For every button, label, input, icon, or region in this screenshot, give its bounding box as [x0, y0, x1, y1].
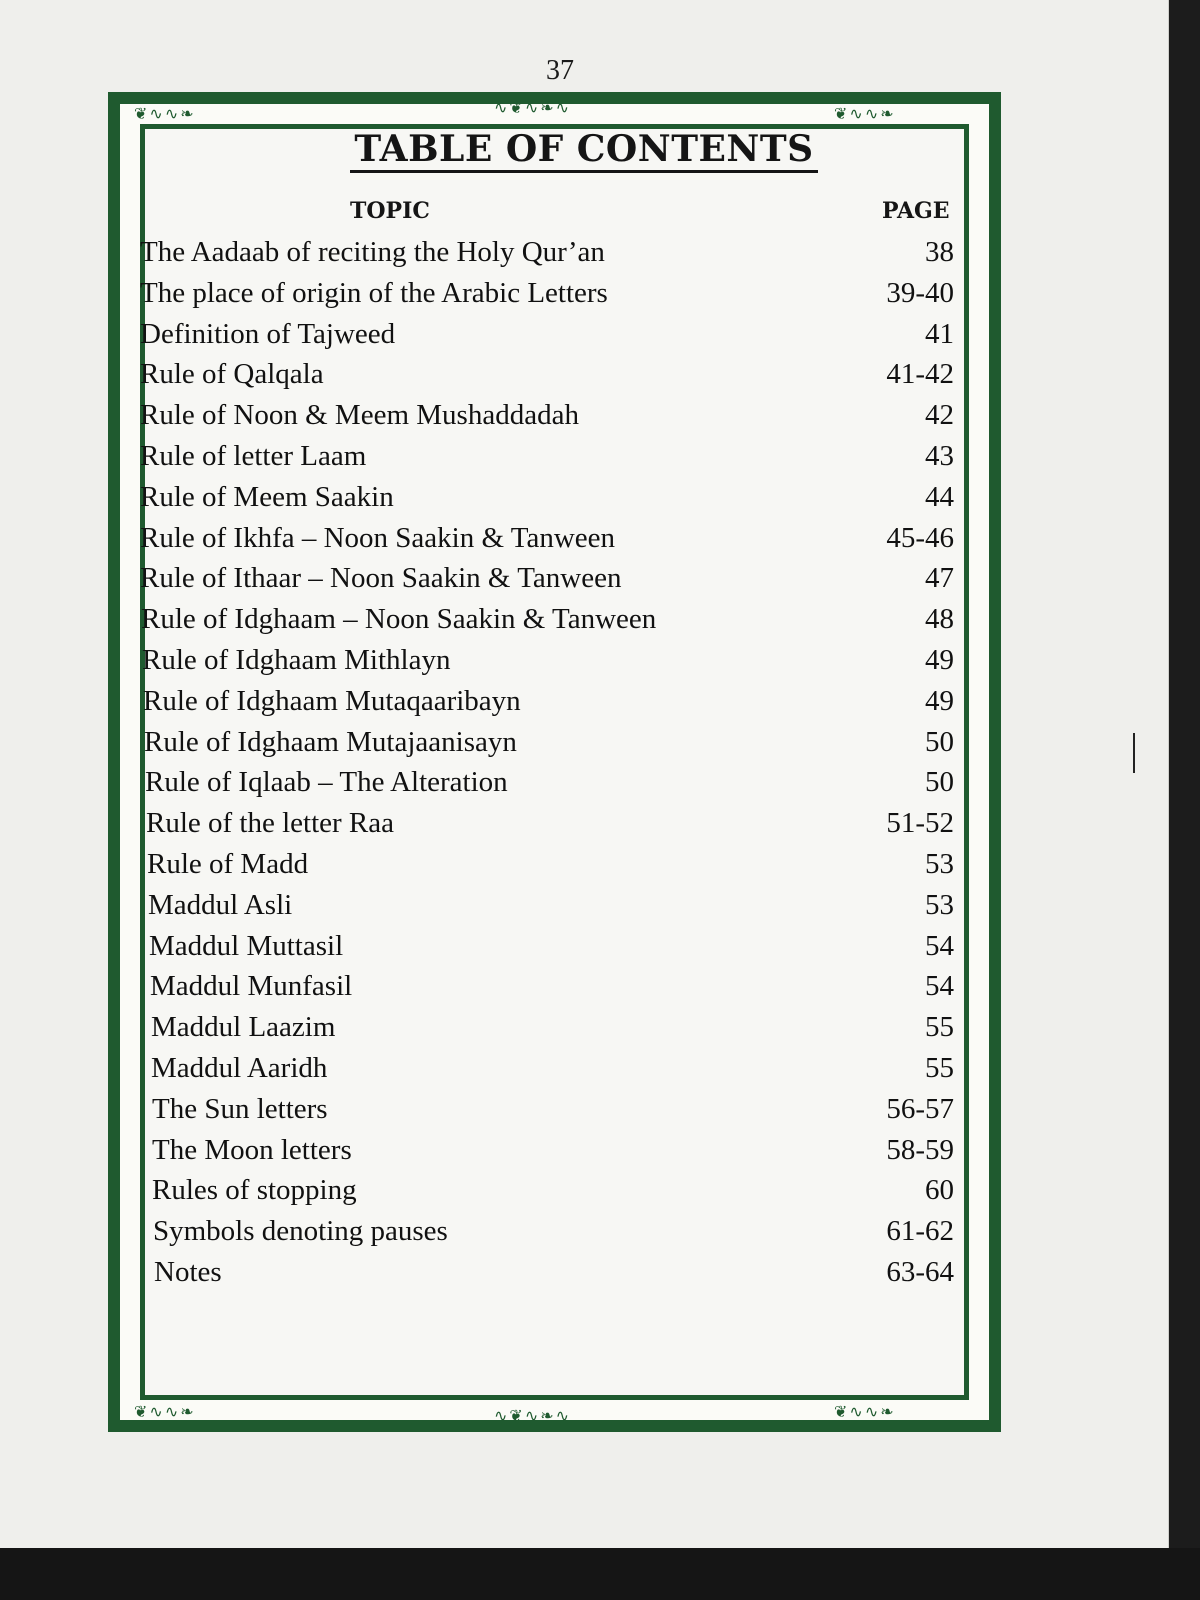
- toc-page-number: 41: [925, 317, 954, 350]
- toc-entry: [140, 966, 960, 1007]
- toc-topic: The Moon letters: [152, 1133, 352, 1166]
- toc-entry: [140, 1170, 960, 1211]
- toc-entry: [140, 681, 960, 722]
- toc-page-number: 58-59: [886, 1133, 954, 1166]
- toc-entry: [140, 926, 960, 967]
- toc-entry: [140, 314, 960, 355]
- toc-entry: [140, 1130, 960, 1171]
- margin-mark: [1133, 733, 1135, 773]
- toc-topic: Rule of Iqlaab – The Alteration: [145, 766, 508, 799]
- toc-entry: [140, 1007, 960, 1048]
- toc-topic: Rule of Ikhfa – Noon Saakin & Tanween: [140, 521, 616, 554]
- toc-entry: [140, 1252, 960, 1293]
- toc-entry: [140, 885, 960, 926]
- toc-page-number: 43: [925, 439, 954, 472]
- toc-page-number: 53: [925, 888, 954, 921]
- toc-topic: Symbols denoting pauses: [153, 1215, 448, 1248]
- toc-topic: Maddul Aaridh: [151, 1051, 328, 1084]
- toc-entry: [140, 803, 960, 844]
- toc-page-number: 45-46: [886, 521, 954, 554]
- toc-topic: Definition of Tajweed: [140, 317, 396, 350]
- toc-entry: [140, 640, 960, 681]
- toc-entry: [140, 232, 960, 273]
- toc-topic: The place of origin of the Arabic Letters: [140, 276, 608, 309]
- scroll-ornament-icon: ❦∿∿❧: [834, 106, 896, 123]
- toc-page-number: 41-42: [886, 358, 954, 391]
- background-surface: [0, 1548, 1200, 1600]
- toc-page-number: 63-64: [886, 1255, 954, 1288]
- toc-page-number: 50: [925, 766, 954, 799]
- toc-entry: [140, 599, 960, 640]
- toc-topic: Rule of Idghaam Mutajaanisayn: [144, 725, 517, 758]
- toc-topic: Maddul Laazim: [151, 1011, 336, 1044]
- page-title: TABLE OF CONTENTS: [0, 128, 1168, 170]
- scroll-ornament-icon: ∿❦∿❧∿: [494, 100, 572, 117]
- toc-page-number: 48: [925, 603, 954, 636]
- scroll-ornament-icon: ❦∿∿❧: [134, 1404, 196, 1421]
- toc-entry: [140, 762, 960, 803]
- toc-topic: Rule of Idghaam Mithlayn: [142, 643, 451, 676]
- toc-page-number: 54: [925, 929, 954, 962]
- toc-topic: Rule of Madd: [147, 847, 309, 880]
- toc-topic: Rule of Ithaar – Noon Saakin & Tanween: [140, 562, 622, 595]
- toc-list: [140, 232, 960, 1293]
- toc-topic: Rule of Idghaam Mutaqaaribayn: [143, 684, 521, 717]
- toc-topic: Rule of the letter Raa: [146, 807, 395, 840]
- toc-topic: Maddul Munfasil: [150, 970, 353, 1003]
- toc-page-number: 54: [925, 970, 954, 1003]
- toc-page-number: 49: [925, 643, 954, 676]
- page-number: 37: [546, 55, 574, 86]
- toc-topic: Rule of Noon & Meem Mushaddadah: [140, 399, 579, 432]
- toc-page-number: 55: [925, 1051, 954, 1084]
- toc-page-number: 47: [925, 562, 954, 595]
- toc-entry: [140, 1089, 960, 1130]
- toc-entry: [140, 273, 960, 314]
- toc-topic: Rule of letter Laam: [140, 439, 367, 472]
- toc-page-number: 53: [925, 847, 954, 880]
- scroll-ornament-icon: ∿❦∿❧∿: [494, 1408, 572, 1425]
- toc-topic: The Aadaab of reciting the Holy Qur’an: [140, 236, 605, 268]
- page-column-header: PAGE: [882, 198, 950, 224]
- toc-entry: [140, 354, 960, 395]
- toc-page-number: 50: [925, 725, 954, 758]
- toc-topic: Maddul Muttasil: [149, 929, 344, 962]
- toc-entry: [140, 436, 960, 477]
- scroll-ornament-icon: ❦∿∿❧: [834, 1404, 896, 1421]
- toc-page-number: 56-57: [886, 1092, 954, 1125]
- toc-page-number: 60: [925, 1174, 954, 1207]
- toc-entry: [140, 395, 960, 436]
- toc-entry: [140, 1048, 960, 1089]
- toc-entry: [140, 518, 960, 559]
- toc-entry: [140, 844, 960, 885]
- toc-page-number: 38: [925, 236, 954, 268]
- toc-page-number: 44: [925, 480, 954, 513]
- scroll-ornament-icon: ❦∿∿❧: [134, 106, 196, 123]
- toc-topic: The Sun letters: [152, 1092, 328, 1125]
- toc-page-number: 42: [925, 399, 954, 432]
- toc-topic: Rule of Qalqala: [140, 358, 324, 391]
- toc-entry: [140, 477, 960, 518]
- toc-entry: [140, 722, 960, 763]
- toc-page-number: 39-40: [886, 276, 954, 309]
- toc-page-number: 61-62: [886, 1215, 954, 1248]
- toc-topic: Notes: [154, 1255, 222, 1288]
- toc-entry: [140, 558, 960, 599]
- toc-entry: [140, 1211, 960, 1252]
- toc-topic: Maddul Asli: [148, 888, 293, 921]
- toc-page-number: 51-52: [886, 807, 954, 840]
- toc-page-number: 55: [925, 1011, 954, 1044]
- topic-column-header: TOPIC: [350, 198, 430, 224]
- toc-page-number: 49: [925, 684, 954, 717]
- toc-topic: Rules of stopping: [152, 1174, 357, 1207]
- toc-topic: Rule of Idghaam – Noon Saakin & Tanween: [141, 603, 657, 636]
- toc-topic: Rule of Meem Saakin: [140, 480, 394, 513]
